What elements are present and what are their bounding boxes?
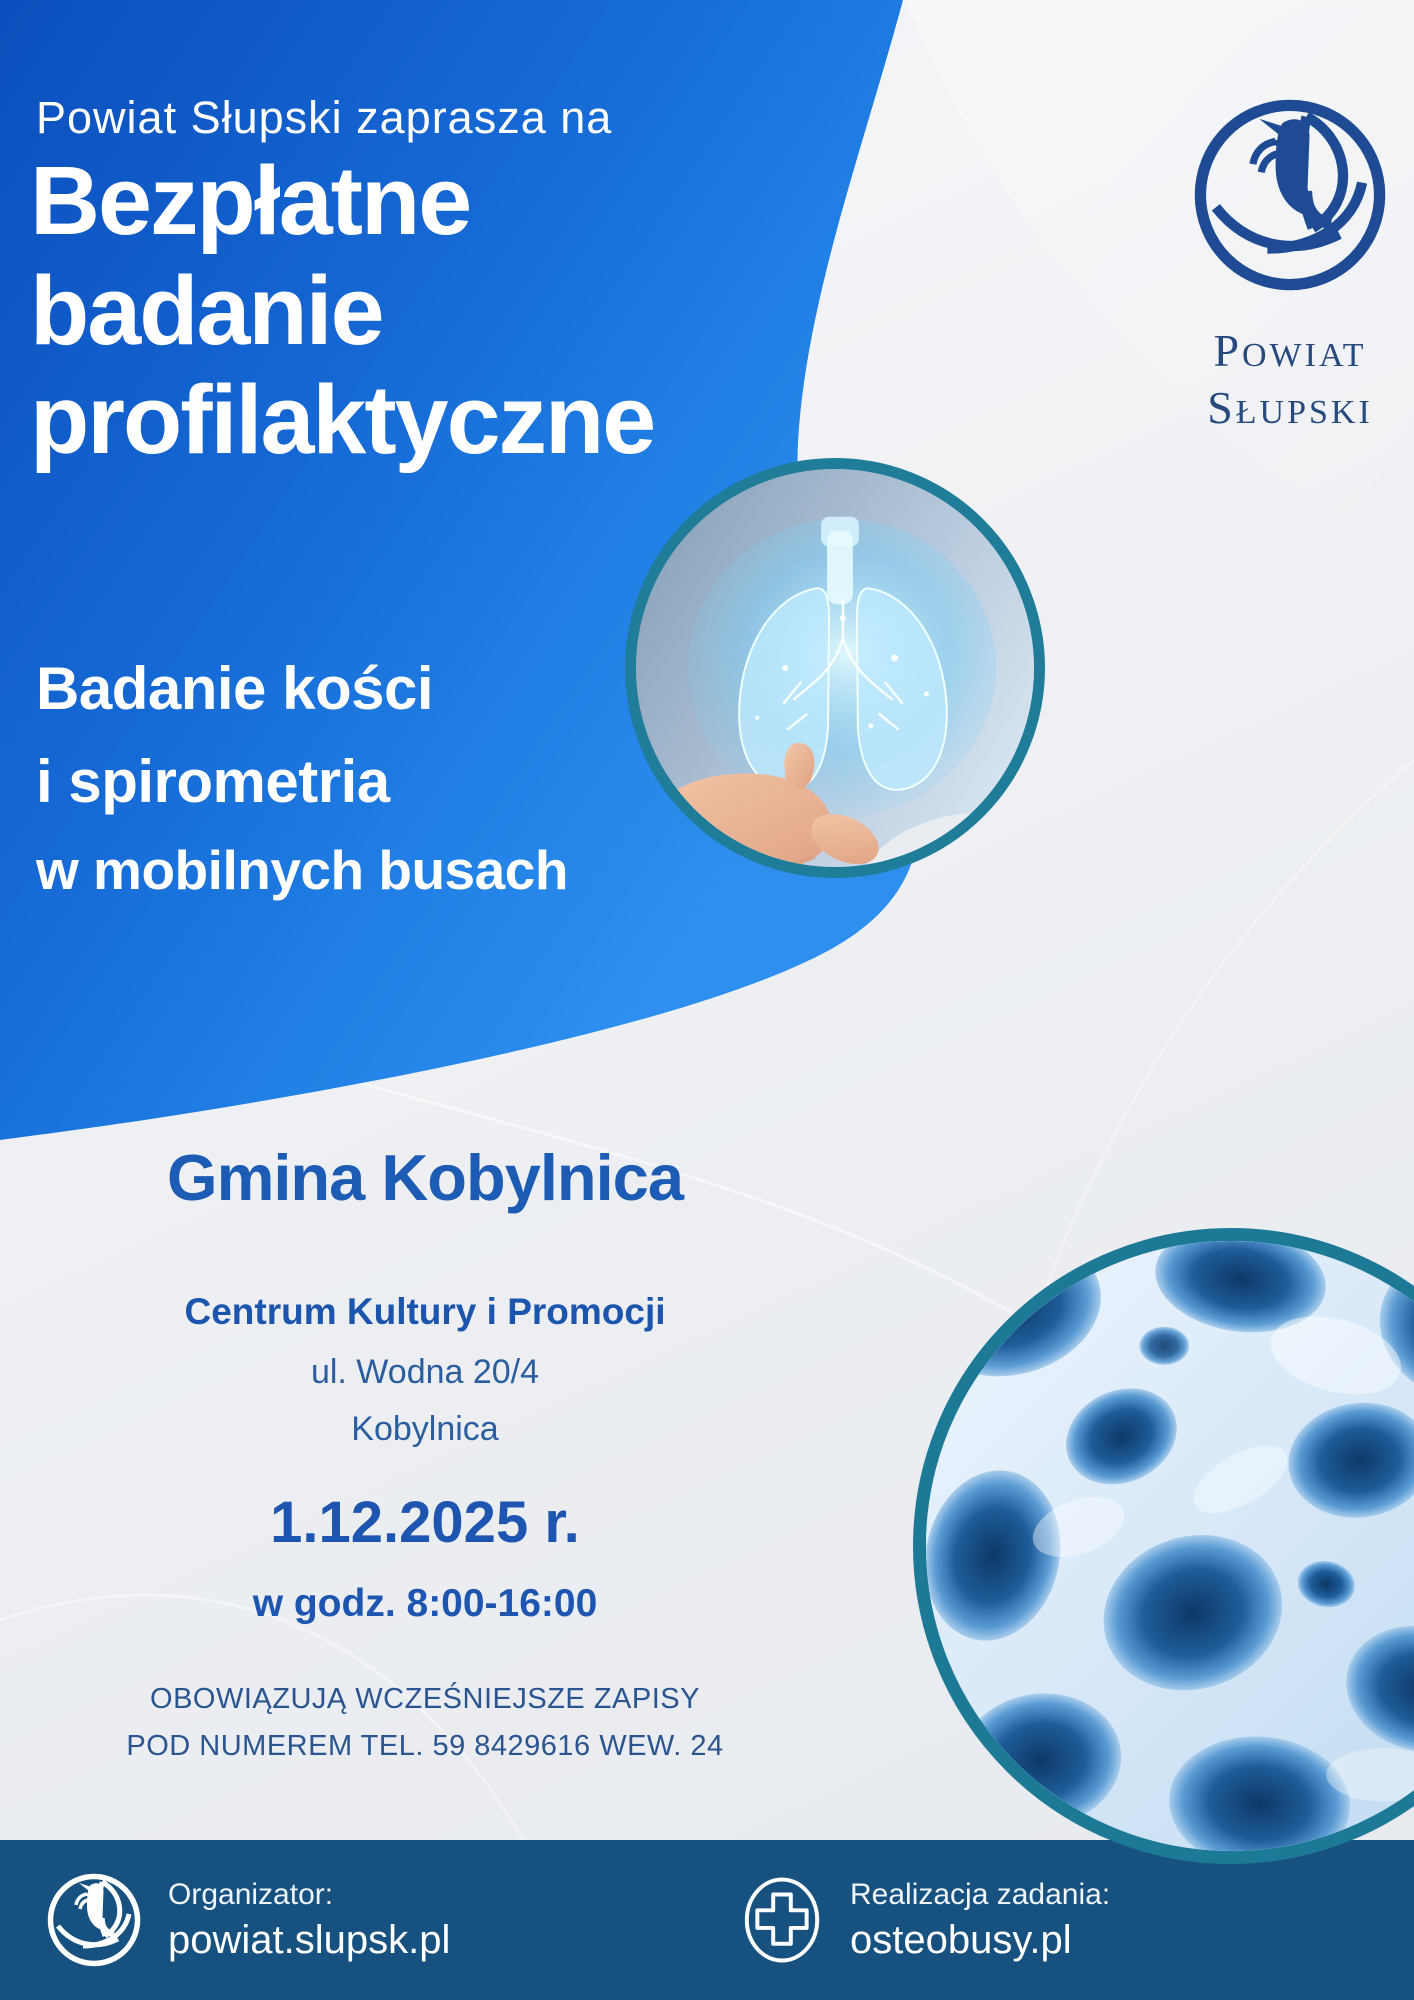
- municipality-heading: Gmina Kobylnica: [167, 1141, 683, 1214]
- venue-city: Kobylnica: [351, 1410, 499, 1448]
- brand-line-1: POWIAT: [1213, 325, 1367, 376]
- title-line-1: Bezpłatne: [30, 146, 471, 255]
- registration-note-line-1: OBOWIĄZUJĄ WCZEŚNIEJSZE ZAPISY: [150, 1683, 700, 1715]
- realization-label: Realizacja zadania:: [850, 1877, 1111, 1911]
- subtitle-line-2: i spirometria: [36, 748, 390, 815]
- griffin-logo-icon: [44, 1870, 144, 1970]
- lungs-illustration: [636, 469, 1034, 867]
- subtitle-line-1: Badanie kości: [36, 655, 434, 722]
- realization-url: osteobusy.pl: [850, 1917, 1072, 1962]
- subtitle-line-3: w mobilnych busach: [36, 839, 568, 901]
- venue-street: ul. Wodna 20/4: [310, 1353, 540, 1391]
- event-info: [10, 1140, 840, 1766]
- griffin-logo-icon: [1187, 92, 1393, 298]
- brand-line-2: SŁUPSKI: [1207, 382, 1373, 434]
- organizer-label: Organizator:: [168, 1877, 334, 1911]
- venue-name: Centrum Kultury i Promocji: [184, 1291, 666, 1332]
- main-title: [30, 146, 654, 475]
- bone-illustration: [926, 1241, 1414, 1851]
- event-date: 1.12.2025 r.: [270, 1490, 580, 1555]
- footer-bar: [0, 1840, 1414, 2000]
- kicker-text: Powiat Słupski zaprasza na: [36, 92, 613, 143]
- registration-note-line-2: POD NUMEREM TEL. 59 8429616 WEW. 24: [126, 1730, 724, 1763]
- brand-powiat-slupski: [1166, 92, 1414, 437]
- event-hours: w godz. 8:00-16:00: [252, 1582, 598, 1625]
- footer-realization-group: [738, 1840, 1110, 2000]
- title-line-3: profilaktyczne: [30, 365, 655, 475]
- lungs-hologram-photo: [625, 458, 1045, 878]
- organizer-url: powiat.slupsk.pl: [168, 1917, 451, 1962]
- brand-wordmark: [1166, 322, 1414, 437]
- plus-cross-icon: [738, 1876, 826, 1964]
- title-line-2: badanie: [30, 255, 383, 365]
- footer-organizer-group: [44, 1840, 450, 2000]
- subtitle: [36, 642, 568, 913]
